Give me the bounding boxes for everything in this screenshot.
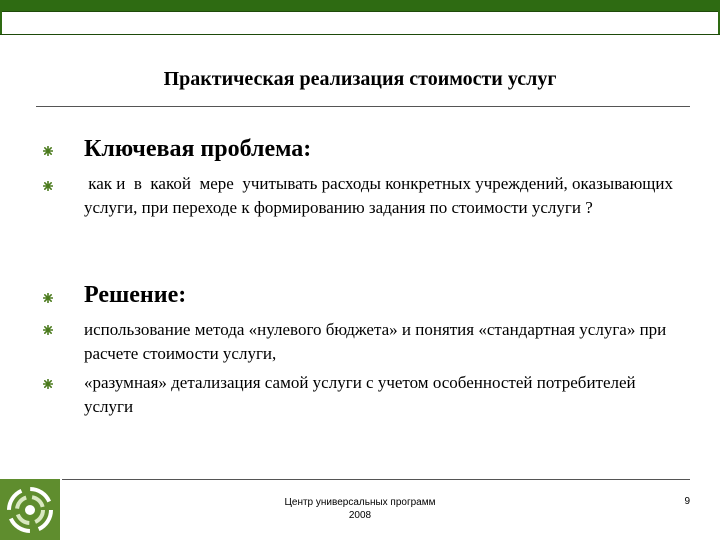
asterisk-bullet-icon (43, 293, 53, 303)
title-divider (36, 106, 690, 107)
slide-title: Практическая реализация стоимости услуг (163, 68, 557, 90)
page-number: 9 (684, 496, 690, 507)
footer-divider (62, 479, 690, 480)
asterisk-bullet-icon (43, 181, 53, 191)
section-heading-problem: Ключевая проблема: (84, 136, 312, 162)
section-heading-solution: Решение: (84, 282, 187, 308)
problem-text: как и в какой мере учитывать расходы конкретных учреждений, оказывающих услуги, при переходе к формированию задания по стоимости услуги ? (84, 174, 678, 217)
top-bar-inner-band (2, 11, 718, 34)
solution-item-2: «разумная» детализация самой услуги с учетом особенностей потребителей услуги (84, 373, 636, 416)
asterisk-bullet-icon (43, 146, 53, 156)
footer-org-name: Центр универсальных программ (284, 497, 436, 508)
footer-organization (240, 496, 480, 522)
top-decorative-bar (0, 0, 720, 35)
solution-item-1: использование метода «нулевого бюджета» и понятия «стандартная услуга» при расчете стоимости услуги, (84, 320, 667, 363)
organization-logo-icon (0, 479, 60, 540)
asterisk-bullet-icon (43, 325, 53, 335)
footer-year: 2008 (348, 510, 372, 521)
asterisk-bullet-icon (43, 379, 53, 389)
